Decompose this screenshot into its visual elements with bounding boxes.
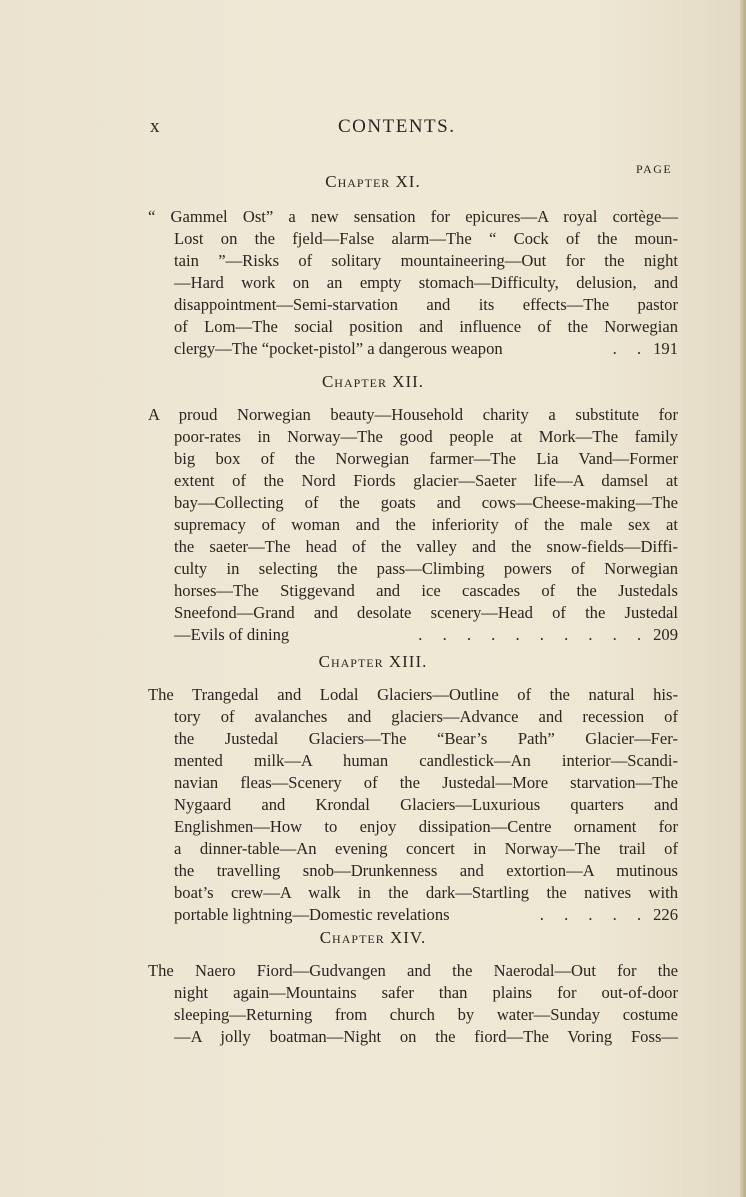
chapter-heading: Chapter XIII.: [318, 652, 428, 671]
page-number: 191: [653, 339, 678, 358]
summary-line: boat’s crew—A walk in the dark—Startling the natives with: [174, 883, 678, 902]
page-column-label: PAGE: [636, 162, 673, 176]
summary-line: horses—The Stiggevand and ice cascades of the Justedals: [174, 581, 678, 600]
summary-line: night again—Mountains safer than plains for out-of-door: [174, 983, 678, 1002]
summary-line: big box of the Norwegian farmer—The Lia Vand—Former: [174, 449, 678, 468]
summary-line: the Justedal Glaciers—The “Bear’s Path” Glacier—Fer-: [174, 729, 678, 748]
summary-line: disappointment—Semi-starvation and its effects—The pastor: [174, 295, 678, 314]
page-folio: x: [150, 116, 161, 137]
chapter-heading: Chapter XI.: [325, 172, 421, 191]
summary-last-line: [148, 624, 678, 646]
running-head: [0, 116, 746, 144]
page-number: 226: [653, 905, 678, 924]
summary-line: clergy—The “pocket-pistol” a dangerous weapon: [174, 339, 503, 358]
summary-line: Sneefond—Grand and desolate scenery—Head of the Justedal: [174, 603, 678, 622]
summary-line: tain ”—Risks of solitary mountaineering—Out for the night: [174, 251, 678, 270]
summary-line: portable lightning—Domestic revelations: [174, 905, 450, 924]
summary-line: sleeping—Returning from church by water—Sunday costume: [174, 1005, 678, 1024]
summary-line: “ Gammel Ost” a new sensation for epicures—A royal cortège—: [148, 207, 678, 226]
summary-line: Nygaard and Krondal Glaciers—Luxurious quarters and: [174, 795, 678, 814]
summary-line: a dinner-table—An evening concert in Norway—The trail of: [174, 839, 678, 858]
running-title: CONTENTS.: [338, 116, 456, 137]
summary-line: —A jolly boatman—Night on the fiord—The Voring Foss—: [174, 1027, 678, 1046]
leader-dots: . . . . .: [539, 905, 650, 924]
summary-line: bay—Collecting of the goats and cows—Cheese-making—The: [174, 493, 678, 512]
summary-line: Lost on the fjeld—False alarm—The “ Cock of the moun-: [174, 229, 678, 248]
summary-line: the travelling snob—Drunkenness and extortion—A mutinous: [174, 861, 678, 880]
chapter-summary: [148, 960, 678, 1048]
summary-last-line: [148, 904, 678, 926]
summary-line: navian fleas—Scenery of the Justedal—More starvation—The: [174, 773, 678, 792]
chapter-heading: Chapter XII.: [321, 372, 425, 391]
summary-line: supremacy of woman and the inferiority of the male sex at: [174, 515, 678, 534]
summary-line: The Trangedal and Lodal Glaciers—Outline of the natural his-: [148, 685, 678, 704]
summary-line: mented milk—A human candlestick—An interior—Scandi-: [174, 751, 678, 770]
summary-line: tory of avalanches and glaciers—Advance and recession of: [174, 707, 678, 726]
summary-line: —Evils of dining: [174, 625, 290, 644]
chapter-summary: [148, 684, 678, 926]
summary-line: of Lom—The social position and influence of the Norwegian: [174, 317, 678, 336]
chapter-summary: [148, 404, 678, 646]
chapter-heading: Chapter XIV.: [319, 928, 427, 947]
summary-line: The Naero Fiord—Gudvangen and the Naerodal—Out for the: [148, 961, 678, 980]
summary-line: Englishmen—How to enjoy dissipation—Centre ornament for: [174, 817, 678, 836]
summary-last-line: [148, 338, 678, 360]
summary-line: poor-rates in Norway—The good people at Mork—The family: [174, 427, 678, 446]
leader-dots: . . . . . . . . . .: [418, 625, 650, 644]
chapter-summary: [148, 206, 678, 360]
summary-line: —Hard work on an empty stomach—Difficulty, delusion, and: [174, 273, 678, 292]
leader-dots: . .: [612, 339, 650, 358]
summary-line: extent of the Nord Fiords glacier—Saeter life—A damsel at: [174, 471, 678, 490]
summary-line: A proud Norwegian beauty—Household charity a substitute for: [148, 405, 678, 424]
summary-line: the saeter—The head of the valley and the snow-fields—Diffi-: [174, 537, 678, 556]
summary-line: culty in selecting the pass—Climbing powers of Norwegian: [174, 559, 678, 578]
page-number: 209: [653, 625, 678, 644]
